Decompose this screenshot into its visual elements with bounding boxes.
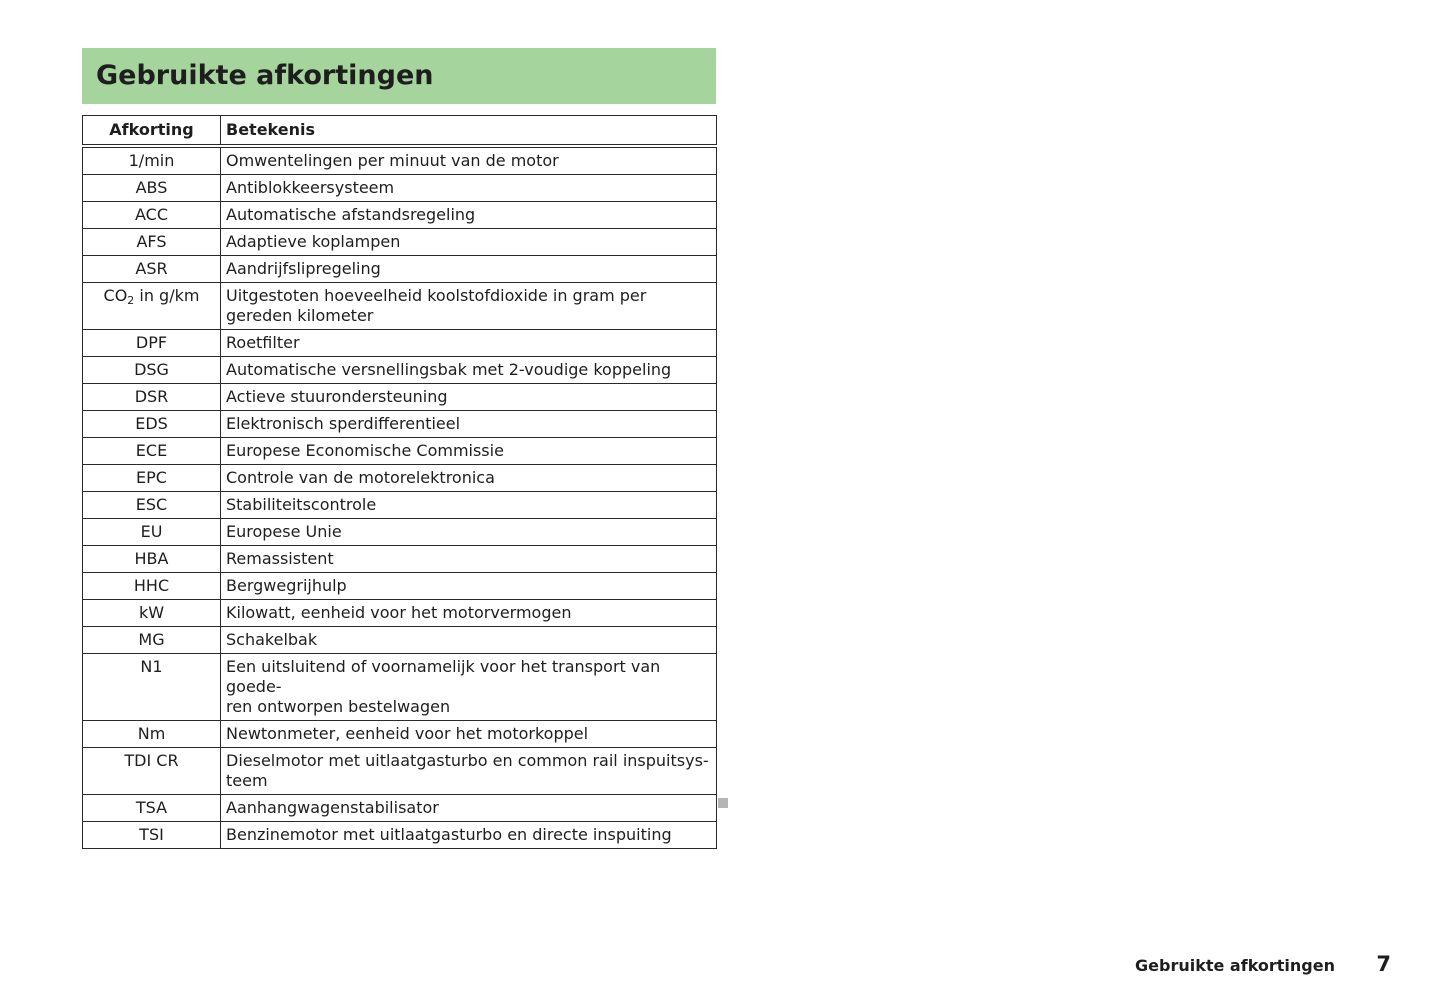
- meaning-cell: Kilowatt, eenheid voor het motorvermogen: [221, 600, 717, 627]
- table-row: [83, 384, 717, 411]
- meaning-cell: Omwentelingen per minuut van de motor: [221, 146, 717, 175]
- table-row: [83, 330, 717, 357]
- meaning-cell: [221, 748, 717, 795]
- column-header-abbreviation: Afkorting: [83, 116, 221, 147]
- abbreviation-cell: [83, 283, 221, 330]
- table-row: [83, 748, 717, 795]
- meaning-cell: Actieve stuurondersteuning: [221, 384, 717, 411]
- meaning-cell: Stabiliteitscontrole: [221, 492, 717, 519]
- abbreviation-cell: N1: [83, 654, 221, 721]
- abbreviation-main: CO: [103, 286, 128, 305]
- abbreviations-table: [82, 115, 717, 849]
- footer-section-title: Gebruikte afkortingen: [1135, 956, 1335, 975]
- abbreviation-cell: ABS: [83, 175, 221, 202]
- abbreviation-cell: EU: [83, 519, 221, 546]
- page-title: Gebruikte afkortingen: [96, 60, 434, 91]
- table-row: [83, 627, 717, 654]
- meaning-cell: Automatische versnellingsbak met 2-voudige koppeling: [221, 357, 717, 384]
- table-header-row: [83, 116, 717, 147]
- column-header-meaning: Betekenis: [221, 116, 717, 147]
- meaning-cell: Remassistent: [221, 546, 717, 573]
- table-row: [83, 465, 717, 492]
- table-row: [83, 519, 717, 546]
- abbreviation-subscript: 2: [127, 294, 135, 307]
- table-row: [83, 654, 717, 721]
- abbreviation-cell: HHC: [83, 573, 221, 600]
- meaning-line: Dieselmotor met uitlaatgasturbo en common rail inspuitsys-: [226, 751, 709, 770]
- table-row: [83, 600, 717, 627]
- abbreviation-cell: ESC: [83, 492, 221, 519]
- section-header: [82, 48, 716, 104]
- table-row: [83, 202, 717, 229]
- table-row: [83, 438, 717, 465]
- section-end-marker: [718, 798, 728, 808]
- meaning-cell: Elektronisch sperdifferentieel: [221, 411, 717, 438]
- meaning-cell: Aanhangwagenstabilisator: [221, 795, 717, 822]
- table-row: [83, 283, 717, 330]
- abbreviation-cell: ECE: [83, 438, 221, 465]
- abbreviation-cell: HBA: [83, 546, 221, 573]
- abbreviation-cell: MG: [83, 627, 221, 654]
- page-number: 7: [1376, 952, 1391, 976]
- table-row: [83, 411, 717, 438]
- meaning-line: teem: [226, 771, 268, 790]
- meaning-line: Een uitsluitend of voornamelijk voor het transport van goede-: [226, 657, 661, 696]
- abbreviation-cell: DSR: [83, 384, 221, 411]
- table-row: [83, 721, 717, 748]
- meaning-cell: [221, 654, 717, 721]
- meaning-cell: Roetfilter: [221, 330, 717, 357]
- abbreviation-cell: DPF: [83, 330, 221, 357]
- table-row: [83, 229, 717, 256]
- table-row: [83, 492, 717, 519]
- meaning-cell: Bergwegrijhulp: [221, 573, 717, 600]
- table-row: [83, 573, 717, 600]
- abbreviation-cell: kW: [83, 600, 221, 627]
- meaning-cell: Europese Unie: [221, 519, 717, 546]
- abbreviation-cell: EPC: [83, 465, 221, 492]
- meaning-cell: Uitgestoten hoeveelheid koolstofdioxide in gram per gereden kilometer: [221, 283, 717, 330]
- abbreviation-cell: ACC: [83, 202, 221, 229]
- table-row: [83, 822, 717, 849]
- meaning-line: ren ontworpen bestelwagen: [226, 697, 451, 716]
- meaning-cell: Controle van de motorelektronica: [221, 465, 717, 492]
- abbreviation-cell: DSG: [83, 357, 221, 384]
- table-row: [83, 146, 717, 175]
- table-row: [83, 357, 717, 384]
- abbreviation-cell: TSA: [83, 795, 221, 822]
- abbreviation-cell: AFS: [83, 229, 221, 256]
- abbreviation-cell: 1/min: [83, 146, 221, 175]
- abbreviation-cell: Nm: [83, 721, 221, 748]
- meaning-cell: Adaptieve koplampen: [221, 229, 717, 256]
- meaning-cell: Newtonmeter, eenheid voor het motorkoppel: [221, 721, 717, 748]
- table-row: [83, 175, 717, 202]
- meaning-cell: Schakelbak: [221, 627, 717, 654]
- abbreviation-cell: ASR: [83, 256, 221, 283]
- meaning-cell: Automatische afstandsregeling: [221, 202, 717, 229]
- abbreviation-cell: TDI CR: [83, 748, 221, 795]
- table-row: [83, 546, 717, 573]
- abbreviation-cell: TSI: [83, 822, 221, 849]
- abbreviation-cell: EDS: [83, 411, 221, 438]
- abbreviation-suffix: in g/km: [134, 286, 200, 305]
- meaning-cell: Benzinemotor met uitlaatgasturbo en directe inspuiting: [221, 822, 717, 849]
- table-row: [83, 256, 717, 283]
- meaning-cell: Europese Economische Commissie: [221, 438, 717, 465]
- meaning-cell: Aandrijfslipregeling: [221, 256, 717, 283]
- table-row: [83, 795, 717, 822]
- meaning-cell: Antiblokkeersysteem: [221, 175, 717, 202]
